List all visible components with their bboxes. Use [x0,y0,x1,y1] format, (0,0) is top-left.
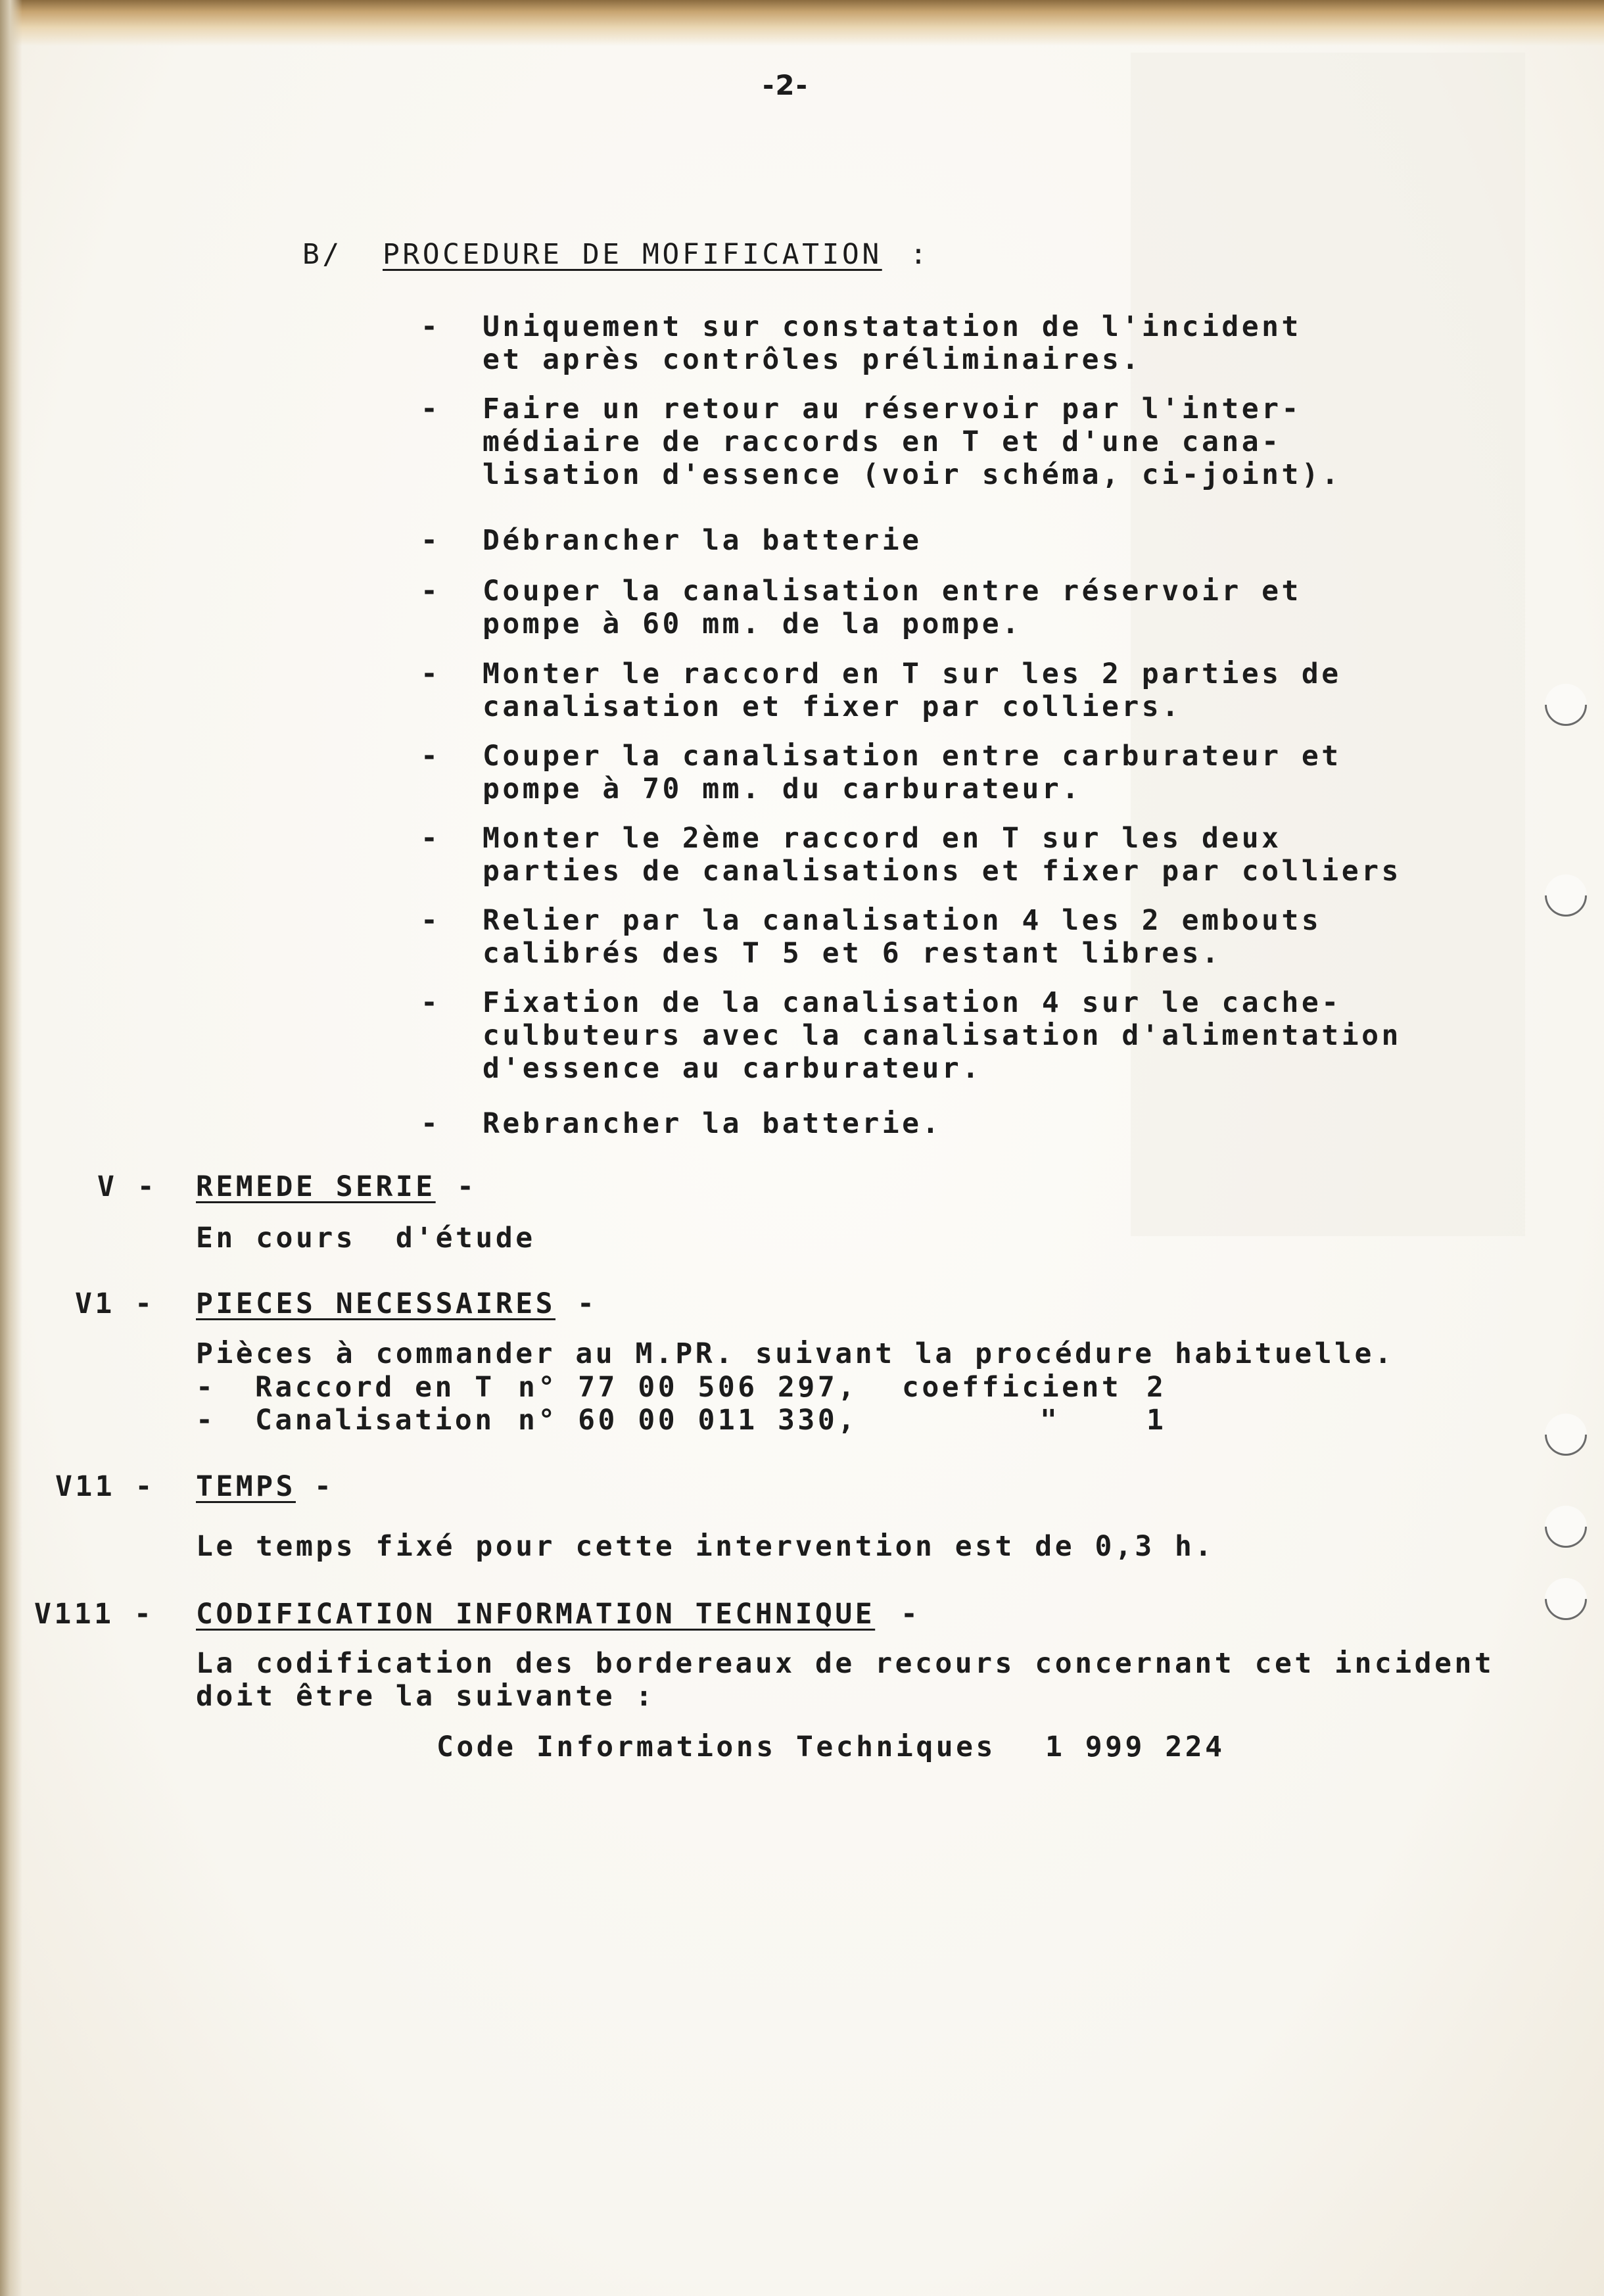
punch-hole [1536,1569,1596,1629]
code-value: 1 999 224 [1045,1731,1225,1763]
list-item-line: lisation d'essence (voir schéma, ci-joint). [483,458,1342,491]
list-item-line: Couper la canalisation entre carburateur et [483,740,1342,773]
list-item-line: culbuteurs avec la canalisation d'alimentation [483,1019,1402,1052]
list-item-line: Monter le 2ème raccord en T sur les deux [483,822,1282,855]
list-item-line: Relier par la canalisation 4 les 2 embouts [483,904,1322,937]
part-coefficient: 2 [1146,1371,1167,1404]
part-dash: - [196,1371,216,1404]
list-item-line: Rebrancher la batterie. [483,1107,942,1140]
paper-left-edge [0,0,22,2296]
list-item-line: calibrés des T 5 et 6 restant libres. [483,937,1222,970]
section-vii-title: TEMPS [196,1470,296,1503]
list-item-line: pompe à 70 mm. du carburateur. [483,773,1082,805]
part-name: Canalisation [255,1404,495,1437]
list-item-bullet: - [421,740,438,773]
list-item-line: pompe à 60 mm. de la pompe. [483,608,1022,640]
punch-hole [1536,1497,1596,1557]
section-vi-numeral: V1 - [75,1287,155,1320]
section-v-text: En cours d'étude [196,1222,536,1255]
section-v-title-dash: - [457,1170,477,1203]
list-item-bullet: - [421,310,438,343]
paper-top-edge [0,0,1604,46]
section-vii-numeral: V11 - [55,1470,155,1503]
punch-hole [1536,866,1596,926]
list-item-line: Faire un retour au réservoir par l'inter- [483,393,1302,425]
list-item-bullet: - [421,524,438,557]
part-number: n° 60 00 011 330, [518,1404,858,1437]
section-viii-line: doit être la suivante : [196,1680,655,1713]
list-item-line: d'essence au carburateur. [483,1052,982,1085]
section-viii-line: La codification des bordereaux de recours concernant cet incident [196,1647,1495,1680]
list-item-bullet: - [421,1107,438,1140]
part-coefficient-label: coefficient [902,1371,1122,1404]
punch-hole [1536,1405,1596,1465]
part-number: n° 77 00 506 297, [518,1371,858,1404]
part-dash: - [196,1404,216,1437]
list-item-bullet: - [421,904,438,937]
section-vi-intro: Pièces à commander au M.PR. suivant la procédure habituelle. [196,1337,1395,1370]
list-item-line: parties de canalisations et fixer par colliers [483,855,1402,888]
list-item-line: Débrancher la batterie [483,524,922,557]
list-item-line: Fixation de la canalisation 4 sur le cache- [483,986,1342,1019]
list-item-bullet: - [421,575,438,608]
list-item-line: et après contrôles préliminaires. [483,343,1142,376]
code-label: Code Informations Techniques [436,1731,996,1763]
section-vii-text: Le temps fixé pour cette intervention est de 0,3 h. [196,1530,1215,1563]
section-viii-title: CODIFICATION INFORMATION TECHNIQUE [196,1598,876,1631]
part-name: Raccord en T [255,1371,495,1404]
section-b-colon: : [910,238,930,271]
part-coefficient: 1 [1146,1404,1167,1437]
list-item-bullet: - [421,986,438,1019]
page-number: -2- [763,69,809,101]
section-viii-numeral: V111 - [34,1598,154,1631]
punch-hole [1536,675,1596,735]
section-vi-title: PIECES NECESSAIRES [196,1287,555,1320]
list-item-line: canalisation et fixer par colliers. [483,690,1182,723]
list-item-bullet: - [421,393,438,425]
section-vii-title-dash: - [314,1470,335,1503]
list-item-line: Uniquement sur constatation de l'incident [483,310,1302,343]
section-b-label: B/ [302,238,342,271]
list-item-line: Monter le raccord en T sur les 2 parties de [483,658,1342,690]
section-vi-title-dash: - [577,1287,598,1320]
section-v-numeral: V - [97,1170,158,1203]
section-b-title: PROCEDURE DE MOFIFICATION [383,238,882,271]
part-coefficient-label: " [1040,1404,1060,1437]
section-viii-title-dash: - [901,1598,921,1631]
list-item-line: médiaire de raccords en T et d'une cana- [483,425,1282,458]
list-item-bullet: - [421,822,438,855]
list-item-bullet: - [421,658,438,690]
section-v-title: REMEDE SERIE [196,1170,436,1203]
list-item-line: Couper la canalisation entre réservoir et [483,575,1302,608]
show-through-shadow [1131,53,1525,1236]
